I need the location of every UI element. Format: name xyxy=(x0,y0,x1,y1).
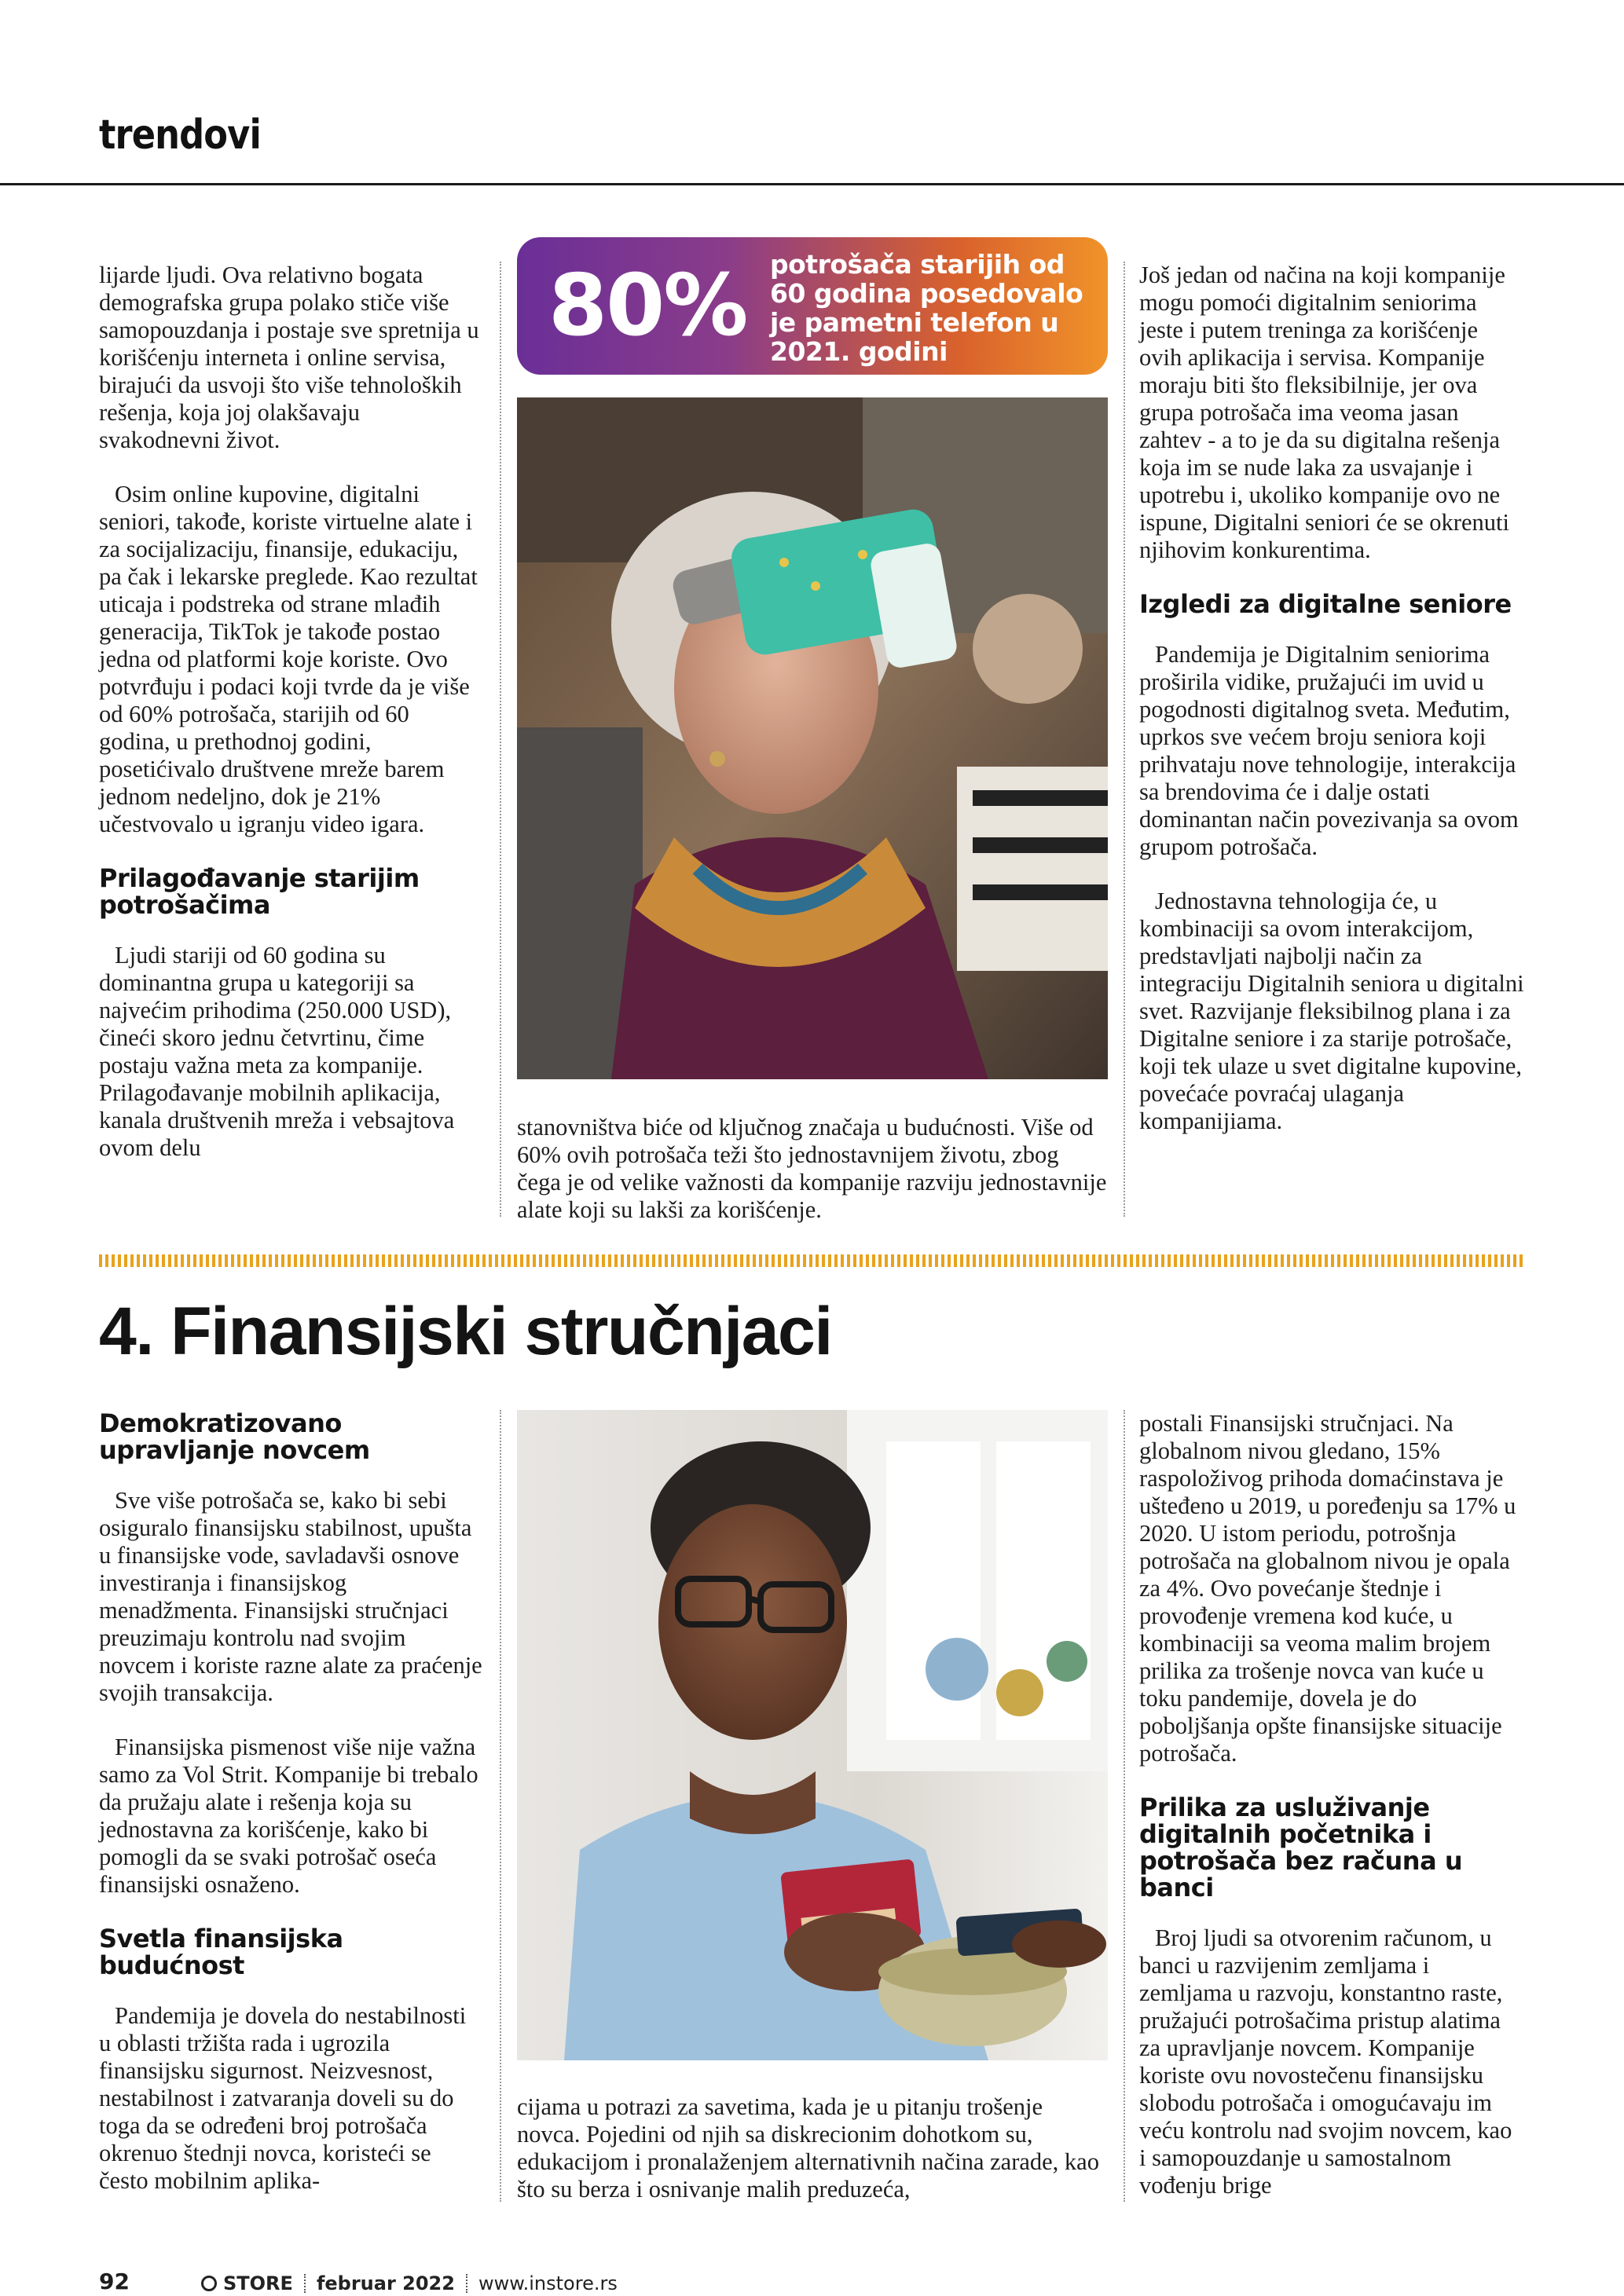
s2-column-left xyxy=(99,1410,484,2221)
paragraph: Broj ljudi sa otvorenim računom, u banci u razvijenim zemljama i zemljama u razvoju, konstantno raste, pružajući potrošačima pristup alatima za upravljanje novcem. Kompanije koriste ovu novostečenu finansijsku slobodu potrošača i omogućavaju im veću kontrolu nad svojim novcem, kao i samopouzdanje u samostalnom vođenju brige xyxy=(1139,1924,1512,2199)
subheading: Demokratizovano upravljanje novcem xyxy=(99,1408,370,1465)
footer-separator xyxy=(304,2274,306,2293)
subheading: Izgledi za digitalne seniore xyxy=(1139,589,1512,619)
issue-date: februar 2022 xyxy=(316,2272,455,2294)
column-divider xyxy=(1124,1410,1125,2202)
footer-separator xyxy=(466,2274,467,2293)
paragraph: Još jedan od načina na koji kompanije mogu pomoći digitalnim seniorima jeste i putem treninga za korišćenje ovih aplikacija i servisa. Kompanije moraju biti što fleksibilnije, jer ova grupa potrošača ima veoma jasan zahtev - a to je da su digitalna rešenja koja im se nude laka za usvajanje i upotrebu i, ukoliko kompanije ovo ne ispune, Digitalni seniori će se okrenuti njihovim konkurentima. xyxy=(1139,262,1509,563)
column-divider xyxy=(500,262,501,1217)
photo-woman-credit-card xyxy=(517,1410,1108,2060)
s1-column-middle: stanovništva biće od ključnog značaja u budućnosti. Više od 60% ovih potrošača teži što jednostavnijem životu, zbog čega je od velike važnosti da kompanije razviju jednostavnije alate koji su lakši za korišćenje. xyxy=(517,1114,1107,1223)
paragraph: Pandemija je dovela do nestabilnosti u oblasti tržišta rada i ugrozila finansijsku sigurnost. Neizvesnost, nestabilnost i zatvaranja doveli su do toga da se određeni broj potrošača okrenuo štednji novca, koristeći se često mobilnim aplika- xyxy=(99,2002,467,2194)
subheading: Svetla finansijska budućnost xyxy=(99,1924,343,1980)
paragraph: lijarde ljudi. Ova relativno bogata demografska grupa polako stiče više samopouzdanja i postaje sve spretnija u korišćenju interneta i online servisa, birajući da usvoji što više tehnoloških rešenja, koja joj olakšavaju svakodnevni život. xyxy=(99,262,479,453)
paragraph: postali Finansijski stručnjaci. Na globalnom nivou gledano, 15% raspoloživog prihoda domaćinstava je ušteđeno u 2019, u poređenju sa 17% u 2020. U istom periodu, potrošnja potrošača na globalnom nivou je opala za 4%. Ovo povećanje štednje i provođenje vremena kod kuće, u kombinaciji sa veoma malim brojem prilika za trošenje novca van kuće u toku pandemije, dovela je do poboljšanja opšte finansijske situacije potrošača. xyxy=(1139,1410,1516,1767)
paragraph: Finansijska pismenost više nije važna samo za Vol Strit. Kompanije bi trebalo da pružaju alate i rešenja koja su jednostavna za korišćenje, kako bi pomogli da se svaki potrošač oseća finansijski osnaženo. xyxy=(99,1734,478,1898)
instore-logo-icon xyxy=(201,2276,217,2291)
stat-number: 80% xyxy=(548,257,747,355)
subheading: Prilagođavanje starijim potrošačima xyxy=(99,863,420,920)
photo-senior-vr xyxy=(517,397,1108,1079)
s2-column-right xyxy=(1139,1410,1524,2226)
section-label: trendovi xyxy=(99,112,261,159)
brand-name: STORE xyxy=(223,2272,293,2294)
s1-column-right xyxy=(1139,262,1524,1162)
footer-brand xyxy=(201,2272,618,2294)
s1-column-left xyxy=(99,262,484,1188)
paragraph: Pandemija je Digitalnim seniorima proširila vidike, pružajući im uvid u pogodnosti digitalnog sveta. Međutim, uprkos sve većem broju seniora koji prihvataju nove tehnologije, interakcija sa brendovima će i dalje ostati dominantan način povezivanja sa ovom grupom potrošača. xyxy=(1139,641,1519,860)
paragraph: Osim online kupovine, digitalni seniori, takođe, koriste virtuelne alate i za socijalizaciju, finansije, edukaciju, pa čak i lekarske preglede. Kao rezultat uticaja i podstreka od strane mlađih generacija, TikTok je takođe postao jedna od platformi koje koriste. Ovo potvrđuju i podaci koji tvrde da je više od 60% potrošača, starijih od 60 godina, u prethodnoj godini, posetićivalo društvene mreže barem jednom nedeljno, dok je 21% učestvovalo u igranju video igara. xyxy=(99,481,478,837)
paragraph: Sve više potrošača se, kako bi sebi osiguralo finansijsku stabilnost, upušta u finansijske vode, savladavši osnove investiranja i finansijskog menadžmenta. Finansijski stručnjaci preuzimaju kontrolu nad svojim novcem i koriste razne alate za praćenje svojih transakcija. xyxy=(99,1487,482,1706)
column-divider xyxy=(500,1410,501,2202)
page-number: 92 xyxy=(99,2269,130,2294)
section-divider-bar xyxy=(99,1254,1524,1267)
column-divider xyxy=(1124,262,1125,1217)
subheading: Prilika za usluživanje digitalnih početnika i potrošača bez računa u banci xyxy=(1139,1792,1463,1902)
paragraph: Ljudi stariji od 60 godina su dominantna grupa u kategoriji sa najvećim prihodima (250.000 USD), čineći skoro jednu četvrtinu, čime postaju važna meta za kompanije. Prilagođavanje mobilnih aplikacija, kanala društvenih mreža i vebsajtova ovom delu xyxy=(99,942,455,1161)
section-title: 4. Finansijski stručnjaci xyxy=(99,1294,832,1369)
stat-text: potrošača starijih od 60 godina posedovalo je pametni telefon u 2021. godini xyxy=(770,249,1083,367)
paragraph: Jednostavna tehnologija će, u kombinaciji sa ovom interakcijom, predstavljati najbolji način za integraciju Digitalnih seniora u digitalni svet. Razvijanje fleksibilnog plana i za Digitalne seniore i za starije potrošače, koji tek ulaze u svet digitalne kupovine, povećaće povraćaj ulaganja kompanijiama. xyxy=(1139,888,1524,1134)
s2-column-middle: cijama u potrazi za savetima, kada je u pitanju trošenje novca. Pojedini od njih sa diskrecionim dohotkom su, edukacijom i pronalaženjem alternativnih načina zarade, kao što su berza i osnivanje malih preduzeća, xyxy=(517,2093,1099,2203)
header-rule xyxy=(0,183,1624,185)
website-link[interactable]: www.instore.rs xyxy=(478,2272,618,2294)
